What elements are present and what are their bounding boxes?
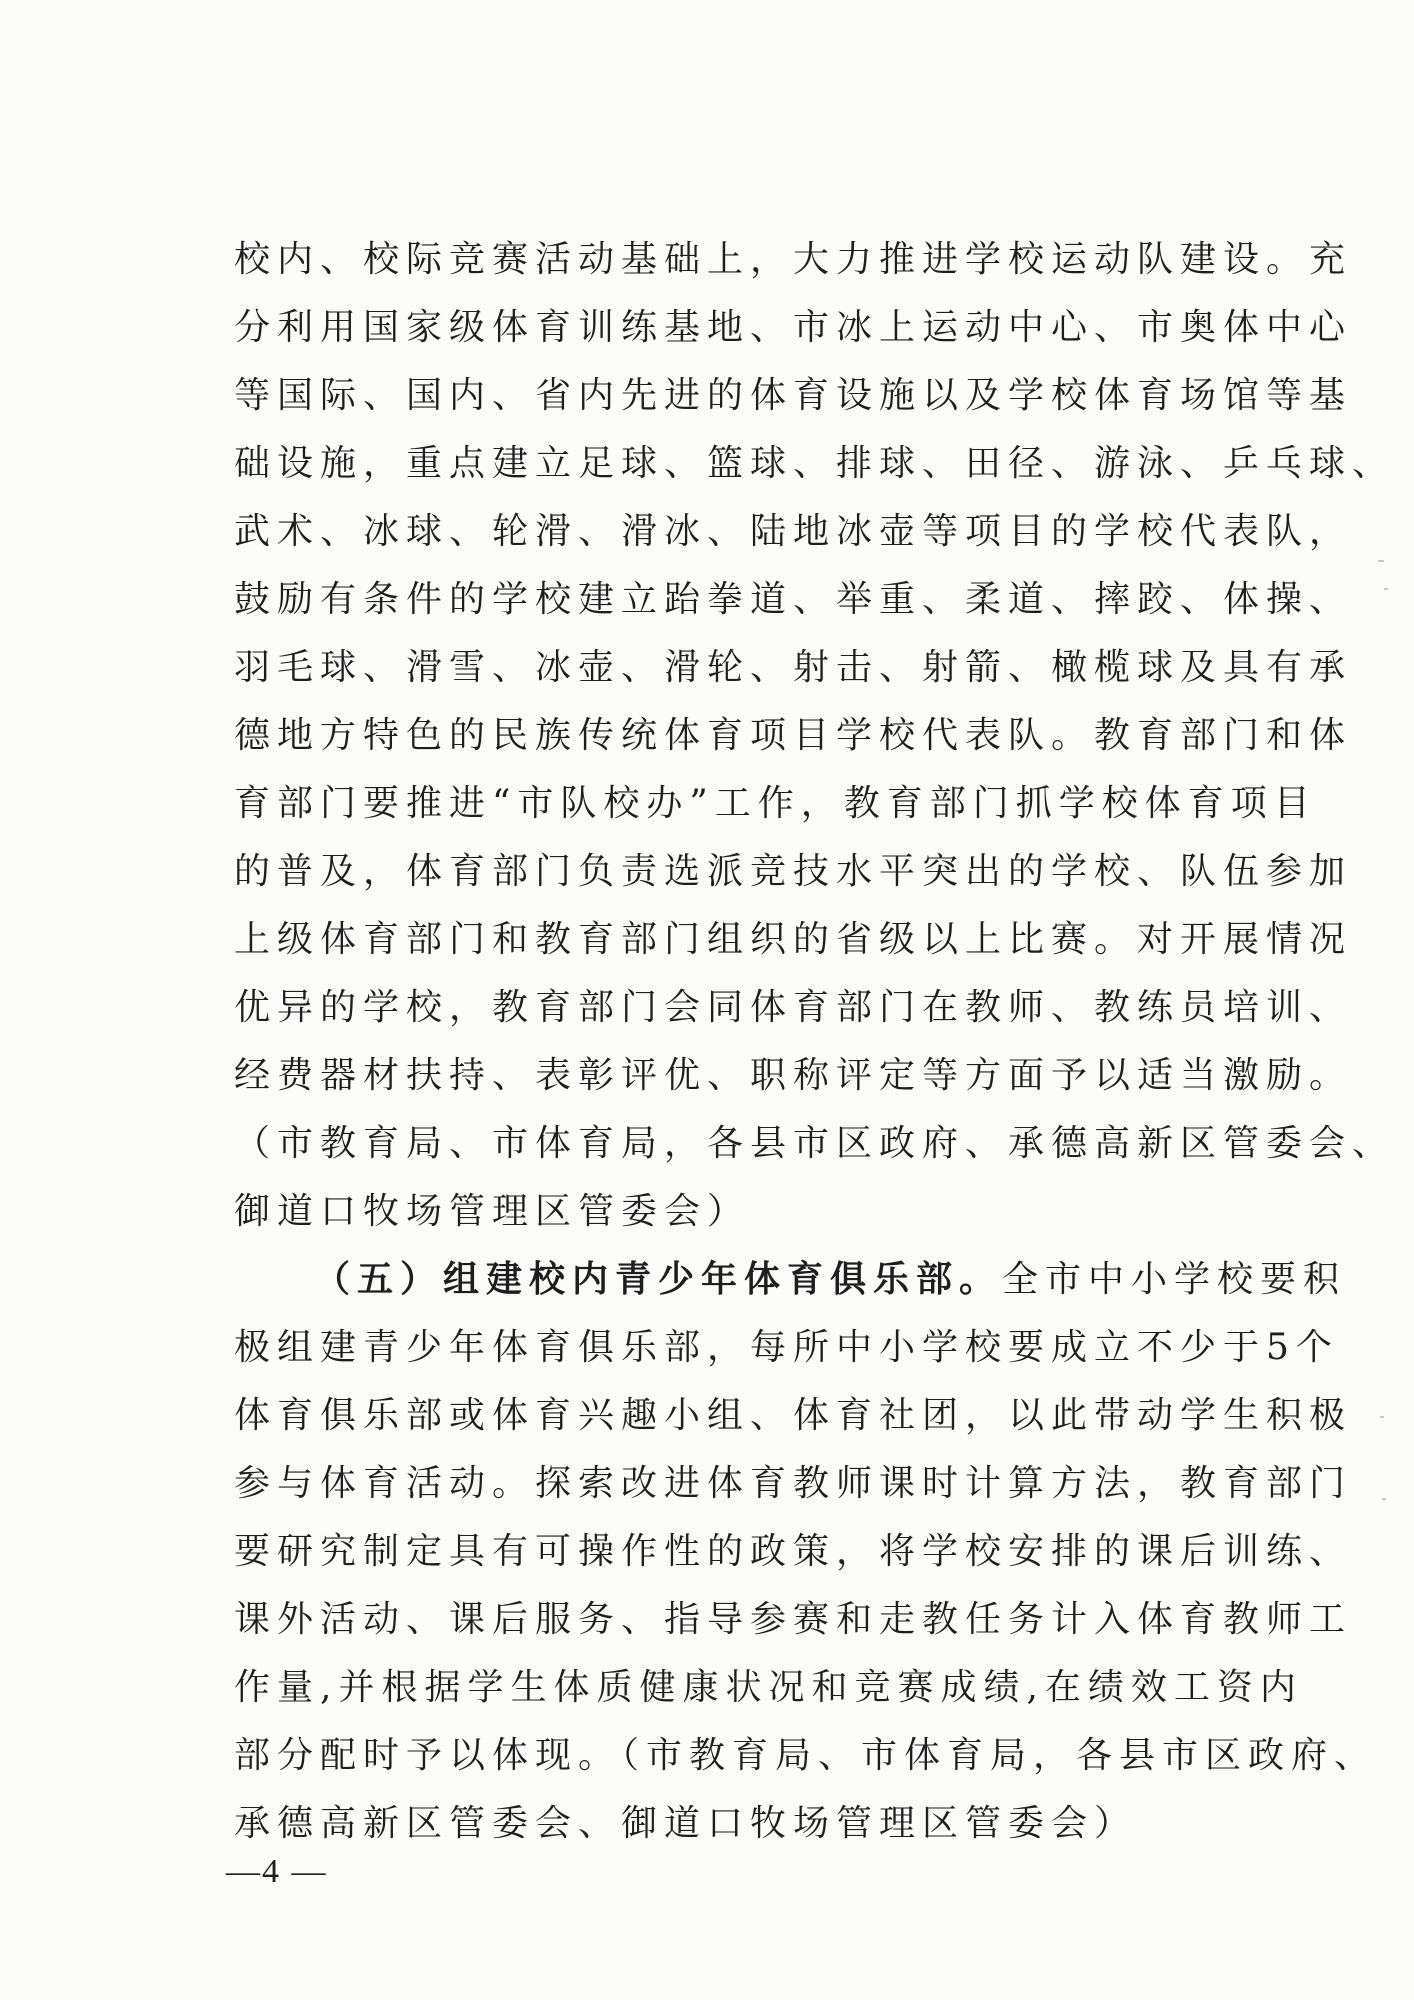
- text-line: 经费器材扶持、表彰评优、职称评定等方面予以适当激励。: [234, 1055, 1353, 1096]
- text-line: 上级体育部门和教育部门组织的省级以上比赛。对开展情况: [234, 919, 1353, 960]
- text-line: 课外活动、课后服务、指导参赛和走教任务计入体育教师工: [234, 1599, 1353, 1640]
- text-line: 作量,并根据学生体质健康状况和竞赛成绩,在绩效工资内: [234, 1667, 1303, 1708]
- text-line: 德地方特色的民族传统体育项目学校代表队。教育部门和体: [234, 715, 1353, 756]
- text-line: 承德高新区管委会、御道口牧场管理区管委会）: [234, 1803, 1138, 1844]
- section-5-heading: （五）组建校内青少年体育俱乐部。: [314, 1259, 1003, 1300]
- text-line: 极组建青少年体育俱乐部，每所中小学校要成立不少于5个: [234, 1327, 1339, 1368]
- text-line: 要研究制定具有可操作性的政策，将学校安排的课后训练、: [234, 1531, 1353, 1572]
- text-line: 础设施，重点建立足球、篮球、排球、田径、游泳、乒乓球、: [234, 443, 1396, 484]
- scan-speck: [1380, 1416, 1384, 1418]
- page-number: —4 —: [226, 1853, 328, 1890]
- text-line: 部分配时予以体现。（市教育局、市体育局，各县市区政府、: [234, 1735, 1378, 1776]
- text-line: 优异的学校，教育部门会同体育部门在教师、教练员培训、: [234, 987, 1353, 1028]
- body-text: [234, 226, 1396, 1858]
- text-line: （市教育局、市体育局，各县市区政府、承德高新区管委会、: [234, 1123, 1396, 1164]
- scan-speck: [1384, 588, 1388, 590]
- text-line: 武术、冰球、轮滑、滑冰、陆地冰壶等项目的学校代表队，: [234, 511, 1353, 552]
- text-line: 的普及，体育部门负责选派竞技水平突出的学校、队伍参加: [234, 851, 1353, 892]
- scan-speck: [1382, 1498, 1386, 1500]
- text-line: 校内、校际竞赛活动基础上，大力推进学校运动队建设。充: [234, 239, 1353, 280]
- text-line: 体育俱乐部或体育兴趣小组、体育社团，以此带动学生积极: [234, 1395, 1353, 1436]
- text-line: 参与体育活动。探索改进体育教师课时计算方法，教育部门: [234, 1463, 1353, 1504]
- text-line: 鼓励有条件的学校建立跆拳道、举重、柔道、摔跤、体操、: [234, 579, 1353, 620]
- text-line: 等国际、国内、省内先进的体育设施以及学校体育场馆等基: [234, 375, 1353, 416]
- text-line: 分利用国家级体育训练基地、市冰上运动中心、市奥体中心: [234, 307, 1353, 348]
- text-line: 育部门要推进“市队校办”工作，教育部门抓学校体育项目: [234, 783, 1317, 824]
- paragraph-sports-teams: [234, 226, 1396, 1246]
- paragraph-section-5: [234, 1246, 1378, 1858]
- text-line: 御道口牧场管理区管委会）: [234, 1191, 751, 1232]
- scan-speck: [1378, 560, 1384, 562]
- section-5-first-line: [234, 1246, 1347, 1314]
- section-5-first-line-rest: 全市中小学校要积: [1002, 1259, 1347, 1300]
- text-line: 羽毛球、滑雪、冰壶、滑轮、射击、射箭、橄榄球及具有承: [234, 647, 1353, 688]
